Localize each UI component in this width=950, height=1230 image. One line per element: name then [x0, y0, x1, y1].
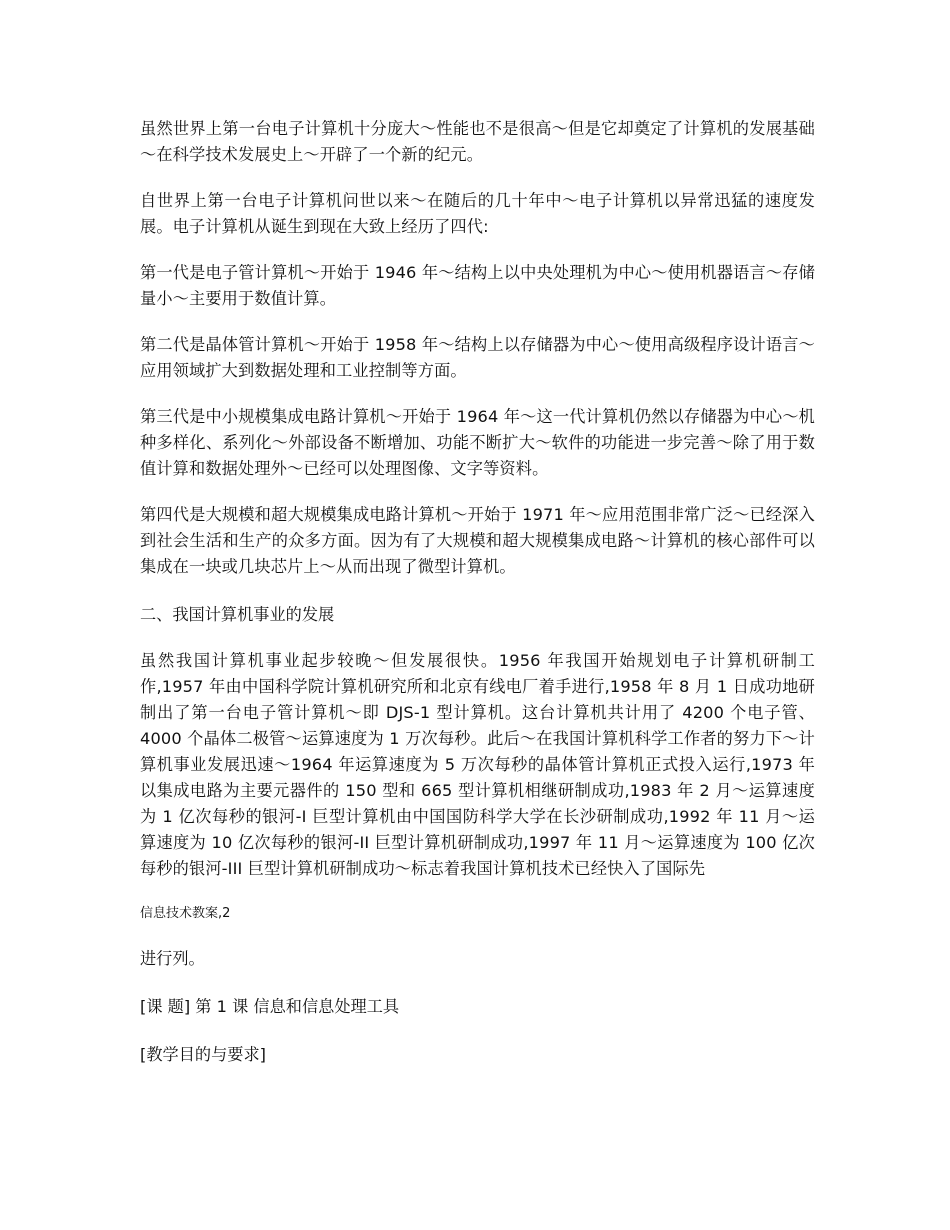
- paragraph-generation-3: 第三代是中小规模集成电路计算机～开始于 1964 年～这一代计算机仍然以存储器为中心～机种多样化、系列化～外部设备不断增加、功能不断扩大～软件的功能进一步完善～除了用于数值计算和数据处理外～已经可以处理图像、文字等资料。: [140, 407, 815, 478]
- continuation-text: 进行列。: [140, 949, 205, 968]
- paragraph-china-development: 虽然我国计算机事业起步较晚～但发展很快。1956 年我国开始规划电子计算机研制工作,1957 年由中国科学院计算机研究所和北京有线电厂着手进行,1958 年 8 月 1 日成功地研制出了第一台电子管计算机～即 DJS-1 型计算机。这台计算机共计用了 4200 个电子管、4000 个晶体二极管～运算速度为 1 万次每秒。此后～在我国计算机科学工作者的努力下～计算机事业发展迅速～1964 年运算速度为 5 万次每秒的晶体管计算机正式投入运行,1973 年以集成电路为主要元器件的 150 型和 665 型计算机相继研制成功,1983 年 2 月～运算速度为 1 亿次每秒的银河-I 巨型计算机由中国国防科学大学在长沙研制成功,1992 年 11 月～运算速度为 10 亿次每秒的银河-II 巨型计算机研制成功,1997 年 11 月～运算速度为 100 亿次每秒的银河-III 巨型计算机研制成功～标志着我国计算机技术已经快入了国际先: [140, 651, 815, 878]
- page-footer: 信息技术教案,2: [140, 906, 231, 921]
- paragraph-first-computer: 虽然世界上第一台电子计算机十分庞大～性能也不是很高～但是它却奠定了计算机的发展基础～在科学技术发展史上～开辟了一个新的纪元。: [140, 119, 815, 164]
- objectives-heading: [教学目的与要求]: [140, 1045, 266, 1064]
- document-page: [140, 116, 815, 1068]
- paragraph-four-generations-intro: 自世界上第一台电子计算机问世以来～在随后的几十年中～电子计算机以异常迅猛的速度发展。电子计算机从诞生到现在大致上经历了四代:: [140, 191, 815, 236]
- paragraph-generation-2: 第二代是晶体管计算机～开始于 1958 年～结构上以存储器为中心～使用高级程序设计语言～应用领域扩大到数据处理和工业控制等方面。: [140, 335, 815, 380]
- paragraph-generation-4: 第四代是大规模和超大规模集成电路计算机～开始于 1971 年～应用范围非常广泛～已经深入到社会生活和生产的众多方面。因为有了大规模和超大规模集成电路～计算机的核心部件可以集成在一块或几块芯片上～从而出现了微型计算机。: [140, 505, 815, 576]
- section-heading: 二、我国计算机事业的发展: [140, 605, 335, 624]
- lesson-title: [课 题] 第 1 课 信息和信息处理工具: [140, 997, 400, 1016]
- paragraph-generation-1: 第一代是电子管计算机～开始于 1946 年～结构上以中央处理机为中心～使用机器语言～存储量小～主要用于数值计算。: [140, 263, 815, 308]
